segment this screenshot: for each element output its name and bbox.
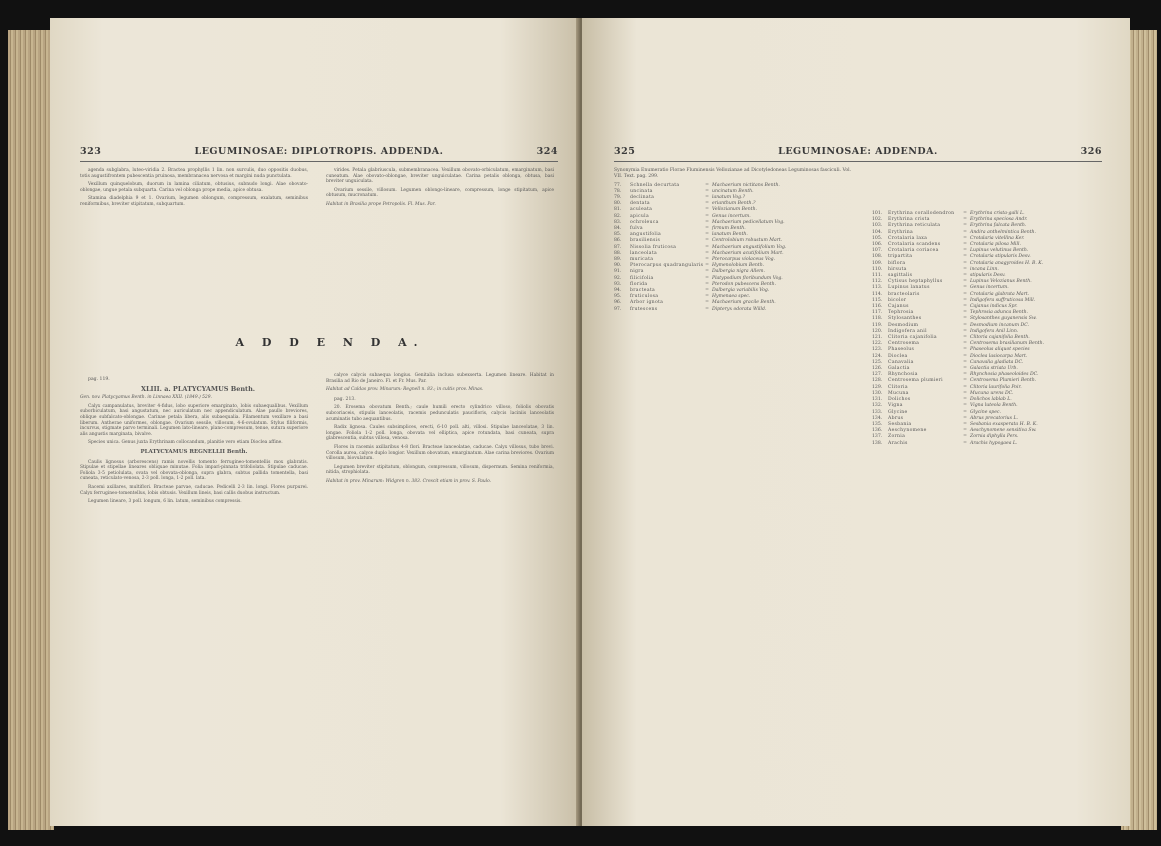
- list-item-equals: =: [963, 285, 967, 291]
- list-item-current-name: Cajanus indicus Spr.: [970, 304, 1018, 310]
- list-item-equals: =: [963, 223, 967, 229]
- list-item-number: 87.: [614, 244, 622, 250]
- list-item-vellozo-name: Clitoria: [888, 384, 908, 390]
- list-item-current-name: Vigna luteola Benth.: [970, 403, 1018, 409]
- list-item-number: 117.: [872, 310, 883, 316]
- list-item-equals: =: [963, 359, 967, 365]
- list-item-number: 90.: [614, 263, 622, 269]
- list-item-current-name: Abrus precatorius L.: [970, 415, 1018, 421]
- list-item-vellozo-name: lanceolata: [630, 250, 658, 256]
- list-item-current-name: firmum Benth.: [712, 226, 746, 232]
- list-item-equals: =: [705, 257, 709, 263]
- list-item-number: 77.: [614, 182, 622, 188]
- list-item-current-name: Dalbergia nigra Allem.: [712, 269, 765, 275]
- left-text-col-2: virides. Petala glabriuscula, submembranacea. Vexillum obovato-orbiculatum, emarginatum, basi cuneatum. Alae obovato-oblongae, breviter unguiculatae. Carina petalis oblonga, obtusa, basi breviter unguiculata. Ovarium sessile, villosum. Legumen oblongo-lineare, compressum, longe stipitatum, apice obtusum, mucronatum. Habitat in Brasilia prope Petropolis. Fl. Mus. Par.: [326, 168, 554, 207]
- list-item-number: 97.: [614, 306, 622, 312]
- list-item-vellozo-name: nigra: [630, 269, 644, 275]
- list-item-number: 105.: [872, 235, 883, 241]
- list-item-current-name: stipularis Desv.: [970, 273, 1006, 279]
- right-col-intro: [872, 168, 1104, 208]
- list-item-number: 121.: [872, 335, 883, 341]
- list-item-current-name: Centrolobium robustum Mart.: [712, 238, 783, 244]
- list-item-number: 94.: [614, 288, 622, 294]
- list-item-number: 78.: [614, 188, 622, 194]
- list-item-number: 91.: [614, 269, 622, 275]
- list-item-equals: =: [705, 207, 709, 213]
- list-item-equals: =: [705, 244, 709, 250]
- list-item-number: 101.: [872, 211, 883, 216]
- list-item-number: 126.: [872, 366, 883, 372]
- list-item-equals: =: [963, 291, 967, 297]
- list-item-equals: =: [963, 217, 967, 223]
- right-running-head: LEGUMINOSAE: ADDENDA.: [778, 146, 938, 157]
- list-item-equals: =: [963, 297, 967, 303]
- left-header-rule: [80, 161, 558, 162]
- list-item-equals: =: [705, 288, 709, 294]
- right-header-rule: [614, 161, 1102, 162]
- list-item-current-name: Dioclea lasiocarpa Mart.: [970, 353, 1028, 359]
- list-item-equals: =: [705, 250, 709, 256]
- list-item-current-name: Indigofera Anil Linn.: [970, 328, 1019, 334]
- list-item-equals: =: [963, 390, 967, 396]
- list-item-current-name: Phaseolus aliquot species: [970, 347, 1030, 353]
- list-item-current-name: Crotalaria glabrata Mart.: [970, 291, 1030, 297]
- list-item-equals: =: [705, 213, 709, 219]
- list-item-number: 109.: [872, 260, 883, 266]
- list-item-equals: =: [963, 409, 967, 415]
- right-page-header: [614, 146, 1102, 162]
- list-item-number: 135.: [872, 421, 883, 427]
- list-item-vellozo-name: Clitoria cajanifolia: [888, 335, 937, 341]
- list-item-vellozo-name: Mucuna: [888, 390, 909, 396]
- list-item-equals: =: [963, 378, 967, 384]
- list-item-current-name: Desmodium incanum DC.: [970, 322, 1030, 328]
- list-item-current-name: Mucuna urens DC.: [970, 390, 1014, 396]
- list-item-current-name: Indigofera suffruticosa Mill.: [970, 297, 1036, 303]
- list-item-equals: =: [963, 235, 967, 241]
- synopsis-text: Synonymia Enumeratio Florae Fluminensis Vellozianae ad Dicotyledoneas Leguminosas fasciculi. Vol. VII. Text. pag. 299.: [614, 168, 852, 179]
- list-item-vellozo-name: ochroleuca: [630, 219, 659, 225]
- list-item-equals: =: [705, 263, 709, 269]
- list-item-current-name: Sesbania exasperata H. B. K.: [970, 421, 1038, 427]
- list-item-current-name: Galactia striata Urb.: [970, 366, 1018, 372]
- list-item-vellozo-name: Pterocarpus quadrangularis: [630, 263, 704, 269]
- list-item-current-name: Crotalaria vitellina Ker.: [970, 235, 1025, 241]
- list-item-number: 92.: [614, 275, 622, 281]
- list-item-vellozo-name: hirsuta: [888, 266, 907, 272]
- list-item-equals: =: [963, 229, 967, 235]
- list-item-current-name: Genus incertum.: [970, 285, 1009, 291]
- list-item-number: 102.: [872, 217, 883, 223]
- list-item-number: 136.: [872, 428, 883, 434]
- list-item-current-name: Crotalaria stipularis Desv.: [970, 254, 1031, 260]
- list-item-vellozo-name: Rhynchosia: [888, 372, 918, 378]
- list-item-number: 132.: [872, 403, 883, 409]
- list-item-equals: =: [963, 397, 967, 403]
- list-item-vellozo-name: Erythrina crista: [888, 217, 930, 223]
- list-item-vellozo-name: Erythrina corallodendron: [888, 211, 955, 216]
- list-item-number: 84.: [614, 226, 622, 232]
- list-item-current-name: Crotalaria anagyroides H. B. K.: [970, 260, 1044, 266]
- list-item-equals: =: [705, 201, 709, 207]
- list-item-equals: =: [705, 219, 709, 225]
- list-item-current-name: incana Linn.: [970, 266, 999, 272]
- list-item-vellozo-name: Lupinus lanatus: [888, 285, 930, 291]
- list-item-current-name: erianthum Benth.?: [712, 201, 756, 207]
- list-item-current-name: Pterodon pubescens Benth.: [712, 281, 777, 287]
- list-item-equals: =: [963, 372, 967, 378]
- list-item-number: 130.: [872, 390, 883, 396]
- list-item-current-name: Erythrina crista-galli L.: [970, 211, 1025, 216]
- list-item-vellozo-name: Abrus: [888, 415, 904, 421]
- list-item-number: 116.: [872, 304, 883, 310]
- list-item-current-name: Platypodium floribundum Vog.: [712, 275, 783, 281]
- left-page-number-2: 324: [536, 146, 558, 157]
- list-item-current-name: Machaerium angustifolium Vog.: [712, 244, 787, 250]
- list-item-vellozo-name: Centrosema plumieri: [888, 378, 943, 384]
- list-item-current-name: Tephrosia adunca Benth.: [970, 310, 1028, 316]
- list-item-number: 104.: [872, 229, 883, 235]
- list-item-vellozo-name: angustifolia: [630, 232, 662, 238]
- list-item-number: 124.: [872, 353, 883, 359]
- list-item-vellozo-name: declinata: [630, 195, 655, 200]
- list-item-number: 85.: [614, 232, 622, 238]
- right-pag-ref: pag. 213.: [334, 396, 356, 402]
- list-item-number: 82.: [614, 213, 622, 219]
- list-item-current-name: Stylosanthes guyanensis Sw.: [970, 316, 1037, 322]
- list-item-current-name: Hymenolobium Benth.: [712, 263, 765, 269]
- list-item-equals: =: [963, 322, 967, 328]
- list-item-vellozo-name: brasiliensis: [630, 238, 661, 244]
- list-item-vellozo-name: filicifolia: [630, 275, 654, 281]
- list-item-number: 111.: [872, 273, 883, 279]
- list-item-number: 83.: [614, 219, 622, 225]
- list-item-vellozo-name: sagittalis: [888, 273, 913, 279]
- left-addenda-col-2: calyce calycis subaequa longius. Genitalia inclusa subexserta. Legumen lineare. Habitat in Brasilia ad Rio de Janeiro. Fl. et Fr. Mus. Par. Habitat ad Caldas prov. Minarum: Regnell n. 83.; in cultis prov. Minas. pag. 213. 20. Erosema obovatum Benth.; caule humili erecto cylindrico villoso, foliolis obovatis subcoriaceis, stipulis lanceolatis, racemis pedunculatis paucifloris, calycis laciniis lanceolatis acuminatis tubo aequantibus. Radix lignosa. Caules subsimplices, erecti, 6-10 poll. alti, villosi. Stipulae lanceolatae, 3 lin. longae. Foliola 1-2 poll. longa, obovata vel elliptica, apice rotundata, basi cuneata, supra glabrescentia, subtus villosa, venosa. Flores in racemis axillaribus 4-8 flori. Bracteae lanceolatae, caducae. Calyx villosus, tubo brevi. Corolla aurea, calyce duplo longior. Vexillum obovatum, emarginatum. Alae carina breviores. Ovarium villosum, biovulatum. Legumen breviter stipitatum, oblongum, compressum, villosum, dispermum. Semina reniformia, nitida, strophiolata. Habitat in prov. Minarum: Widgren n. 383. Crescit etiam in prov. S. Paulo.: [326, 373, 555, 484]
- list-item-number: 129.: [872, 384, 883, 390]
- list-item-equals: =: [963, 310, 967, 316]
- list-item-number: 137.: [872, 434, 883, 440]
- list-item-current-name: Glycine spec.: [970, 409, 1001, 415]
- list-item-equals: =: [963, 366, 967, 372]
- list-item-vellozo-name: bracteolaris: [888, 291, 920, 297]
- list-item-vellozo-name: Schnella decurtata: [630, 182, 680, 188]
- list-item-vellozo-name: Cajanus: [888, 304, 909, 310]
- species-heading: PLATYCYAMUS REGNELLII Benth.: [140, 448, 248, 455]
- list-item-vellozo-name: Crotalaria coriacea: [888, 248, 939, 254]
- left-page-header: [80, 146, 558, 162]
- list-item-current-name: Clitoria laurifolia Poir.: [970, 384, 1022, 390]
- list-item-vellozo-name: Crotalaria scandens: [888, 242, 941, 248]
- list-item-equals: =: [963, 242, 967, 248]
- book-edge-left: [8, 30, 54, 830]
- list-item-current-name: Machaerium pedicellatum Vog.: [712, 219, 785, 225]
- list-item-current-name: lanatum Benth.: [712, 232, 748, 238]
- list-item-number: 112.: [872, 279, 883, 285]
- list-item-vellozo-name: aculeata: [630, 207, 653, 213]
- list-item-number: 127.: [872, 372, 883, 378]
- list-item-equals: =: [963, 403, 967, 409]
- list-item-equals: =: [963, 266, 967, 272]
- list-item-vellozo-name: Cytisus heptaphyllus: [888, 279, 943, 285]
- list-item-equals: =: [963, 316, 967, 322]
- list-item-current-name: Clitoria cajanifolia Benth.: [970, 335, 1030, 341]
- list-item-vellozo-name: biflora: [888, 260, 906, 266]
- list-item-number: 122.: [872, 341, 883, 347]
- list-item-number: 96.: [614, 300, 622, 306]
- list-item-current-name: Centrosema Plumieri Benth.: [970, 378, 1037, 384]
- list-item-vellozo-name: Indigofera anil: [888, 328, 927, 334]
- list-item-number: 118.: [872, 316, 883, 322]
- left-page: [50, 18, 580, 826]
- list-item-equals: =: [705, 232, 709, 238]
- list-item-current-name: Arachis hypogaea L.: [970, 440, 1018, 446]
- list-item-vellozo-name: Arbor ignota: [630, 300, 664, 306]
- pag-ref: pag. 119.: [88, 377, 110, 382]
- right-list-col-2: [872, 168, 1104, 818]
- list-item-vellozo-name: florida: [630, 281, 648, 287]
- list-item-equals: =: [963, 415, 967, 421]
- list-item-equals: =: [963, 434, 967, 440]
- list-item-current-name: Lupinus velutinus Benth.: [970, 248, 1029, 254]
- list-item-current-name: Vellozianum Benth.: [712, 207, 757, 213]
- list-item-equals: =: [963, 421, 967, 427]
- list-item-equals: =: [705, 238, 709, 244]
- list-item-current-name: Machaerium nictitans Benth.: [712, 182, 780, 188]
- list-item-number: 108.: [872, 254, 883, 260]
- list-item-current-name: Zornia diphylla Pers.: [970, 434, 1019, 440]
- list-item-vellozo-name: Aeschynomene: [888, 428, 927, 434]
- list-item-number: 107.: [872, 248, 883, 254]
- list-item-vellozo-name: uncinata: [630, 188, 653, 194]
- list-item-equals: =: [963, 279, 967, 285]
- list-item-equals: =: [963, 428, 967, 434]
- list-item-vellozo-name: Dioclea: [888, 353, 908, 359]
- list-item-vellozo-name: Zornia: [888, 434, 906, 440]
- list-item-number: 119.: [872, 322, 883, 328]
- genus-citation: Gen. nov. Platycyamus Benth. in Linnaea XXII. (1849.) 529.: [80, 395, 212, 401]
- list-item-current-name: Machaerium acutifolium Mart.: [712, 250, 784, 256]
- list-item-current-name: Erythrina falcata Benth.: [970, 223, 1027, 229]
- list-item-current-name: Dolichos lablab L.: [970, 397, 1012, 403]
- list-item-number: 93.: [614, 281, 622, 287]
- list-item-equals: =: [705, 306, 709, 312]
- list-item-equals: =: [705, 195, 709, 200]
- list-item-equals: =: [963, 211, 967, 216]
- list-item-equals: =: [963, 335, 967, 341]
- list-item-vellozo-name: Dolichos: [888, 397, 911, 403]
- list-item-equals: =: [705, 281, 709, 287]
- list-item-vellozo-name: Sesbania: [888, 421, 912, 427]
- list-item-current-name: Canavalia gladiata DC.: [970, 359, 1024, 365]
- list-item: [614, 307, 854, 313]
- list-item-equals: =: [963, 254, 967, 260]
- list-item-number: 131.: [872, 397, 883, 403]
- list-item-equals: =: [705, 269, 709, 275]
- list-item-vellozo-name: Stylosanthes: [888, 316, 922, 322]
- list-item-number: 114.: [872, 291, 883, 297]
- list-item-vellozo-name: Tephrosia: [888, 310, 914, 316]
- list-item-vellozo-name: Erythrina reticulata: [888, 223, 941, 229]
- list-item-vellozo-name: Centrosema: [888, 341, 920, 347]
- list-item-equals: =: [963, 347, 967, 353]
- list-item-number: 88.: [614, 250, 622, 256]
- right-list-col-1: [614, 168, 854, 818]
- list-item-vellozo-name: muricata: [630, 257, 654, 263]
- list-item-current-name: Dipteryx odorata Willd.: [712, 306, 767, 312]
- list-item-equals: =: [705, 294, 709, 300]
- list-item-vellozo-name: Phaseolus: [888, 347, 915, 353]
- list-item-vellozo-name: Glycine: [888, 409, 908, 415]
- list-item-number: 89.: [614, 257, 622, 263]
- left-text-col-1: agenda subglabra, luteo-viridia 2. Bractea prophyllis 1 lin. non surculis, duo oppositis duobus, totis augustifrontem pubescentia pruinosa, membranacea nervosa et margini nuda punctulata. Vexillum quinquelobum, duorum in lamina ciliatum, obtusius, subnudo longi. Alae obovato-oblongae, ungue petala subquarta. Carina vel oblonga prope media, apice obtusa. Stamina diadelphia 9 et 1. Ovarium, legumen oblongum, compressum, exalatum, seminibus reniformibus, breviter stipitatum, subquartum.: [80, 168, 308, 207]
- list-item-vellozo-name: Vigna: [888, 403, 903, 409]
- list-item-vellozo-name: fulva: [630, 226, 643, 232]
- list-item-equals: =: [705, 188, 709, 194]
- list-item-vellozo-name: Erythrina: [888, 229, 914, 235]
- list-item-number: 106.: [872, 242, 883, 248]
- list-item-current-name: Crotalaria pilosa Mill.: [970, 242, 1021, 248]
- list-item-equals: =: [963, 384, 967, 390]
- list-item-current-name: Pterocarpus violaceus Vog.: [712, 257, 776, 263]
- left-page-number: 323: [80, 146, 102, 157]
- list-item-vellozo-name: bicolor: [888, 297, 907, 303]
- list-item-number: 123.: [872, 347, 883, 353]
- list-item-equals: =: [963, 353, 967, 359]
- list-item-vellozo-name: dentata: [630, 201, 650, 207]
- list-item-equals: =: [963, 304, 967, 310]
- list-item-current-name: Erythrina speciosa Andr.: [970, 217, 1028, 223]
- list-item-number: 120.: [872, 328, 883, 334]
- genus-heading: XLIII. a. PLATYCYAMUS Benth.: [140, 384, 256, 393]
- list-item-current-name: Rhynchosia phaseoloides DC.: [970, 372, 1039, 378]
- list-item-number: 86.: [614, 238, 622, 244]
- list-item-number: 125.: [872, 359, 883, 365]
- list-item-vellozo-name: Galactia: [888, 366, 910, 372]
- list-item-equals: =: [963, 273, 967, 279]
- list-item-number: 95.: [614, 294, 622, 300]
- list-item-number: 115.: [872, 297, 883, 303]
- left-running-head: LEGUMINOSAE: DIPLOTROPIS. ADDENDA.: [194, 146, 444, 157]
- list-item-number: 79.: [614, 195, 622, 200]
- list-item-equals: =: [963, 341, 967, 347]
- right-page-number-2: 326: [1080, 146, 1102, 157]
- list-item-current-name: Dalbergia variabilis Vog.: [712, 288, 770, 294]
- list-item-number: 133.: [872, 409, 883, 415]
- list-item-vellozo-name: frutescens: [630, 306, 658, 312]
- list-item-number: 134.: [872, 415, 883, 421]
- list-item-current-name: Hymenaea spec.: [712, 294, 751, 300]
- list-item-equals: =: [963, 260, 967, 266]
- list-item-current-name: Genus incertum.: [712, 213, 751, 219]
- list-item-vellozo-name: apicula: [630, 213, 649, 219]
- list-item-equals: =: [963, 328, 967, 334]
- list-item-number: 113.: [872, 285, 883, 291]
- list-item-number: 103.: [872, 223, 883, 229]
- list-item-equals: =: [705, 300, 709, 306]
- list-item-vellozo-name: Canavalia: [888, 359, 914, 365]
- list-item-number: 138.: [872, 440, 883, 446]
- list-item-current-name: Andira anthelmintica Benth.: [970, 229, 1036, 235]
- list-item-current-name: Centrosema brasilianum Benth.: [970, 341, 1045, 347]
- list-item-current-name: uncinatum Benth.: [712, 188, 754, 194]
- right-page-number: 325: [614, 146, 636, 157]
- list-item-equals: =: [963, 248, 967, 254]
- list-item-vellozo-name: Arachis: [888, 440, 908, 446]
- list-item-equals: =: [705, 182, 709, 188]
- list-item-vellozo-name: tripartita: [888, 254, 913, 260]
- addenda-title: A D D E N D A.: [235, 336, 425, 349]
- list-item-number: 81.: [614, 207, 622, 213]
- list-item-current-name: Machaerium gracile Benth.: [712, 300, 776, 306]
- list-item-equals: =: [705, 275, 709, 281]
- list-item-vellozo-name: Desmodium: [888, 322, 919, 328]
- list-item-number: 110.: [872, 266, 883, 272]
- list-item-number: 80.: [614, 201, 622, 207]
- list-item-vellozo-name: fruticulosa: [630, 294, 659, 300]
- left-addenda-col-1: pag. 119. XLIII. a. PLATYCYAMUS Benth. Gen. nov. Platycyamus Benth. in Linnaea XXII. (1849.) 529. Calyx campanulatus, breviter 4-fidus, lobo superiore emarginato, lobis subaequalibus. Vexillum suborbiculatum, basi angustatum, nec auriculatum nec appendiculatum. Alae paullo breviores, oblique subfalcato-oblongae. Carinae petala libera, alis subaequalia. Filamentum vexillare a basi liberum. Antherae uniformes, oblongae. Ovarium sessile, villosum, 4-6-ovulatum. Stylus filiformis, incurvus, stigmate parvo terminali. Legumen lato-lineare, plano-compressum, tenue, sutura superiore alis angustis marginata, bivalve. Species unica. Genus juxta Erythrinam collocandum, planitie vero etiam Dioclea affine. PLATYCYAMUS REGNELLII Benth. Caulis lignosus (arborescens) ramis novellis tomento ferrugineo-tomentellis mox glabratis. Stipulae et stipellae lineares obliquae minutae. Folia impari-pinnata trifoliolata. Stipulae caducae. Foliola 3-5 petiolulata, ovata vel obovata-oblonga, supra glabra, subtus pallida tomentella, basi cuneata, reticulato-venosa, 2-3 poll. longa, 1-2 poll. lata. Racemi axillares, multiflori. Bracteae parvae, caducae. Pedicelli 2-3 lin. longi. Flores purpurei. Calyx ferrugineo-tomentellus, lobis obtusis. Vexillum lineis, basi callis duobus instructum. Legumen lineare, 3 poll. longum, 6 lin. latum, seminibus compressis.: [80, 377, 308, 505]
- list-item-current-name: Aeschynomene sensitiva Sw.: [970, 428, 1037, 434]
- list-item-current-name: Lupinus Velozianus Benth.: [970, 279, 1032, 285]
- list-item-current-name: lanatum Vog.?: [712, 195, 746, 200]
- list-item-equals: =: [705, 226, 709, 232]
- list-item-vellozo-name: Crotalaria laxa: [888, 235, 928, 241]
- list-item-vellozo-name: bracteata: [630, 288, 656, 294]
- list-item-number: 128.: [872, 378, 883, 384]
- list-item: [872, 441, 1104, 447]
- list-item-vellozo-name: Nissolia fruticosa: [630, 244, 677, 250]
- list-item-equals: =: [963, 440, 967, 446]
- right-page: [582, 18, 1130, 826]
